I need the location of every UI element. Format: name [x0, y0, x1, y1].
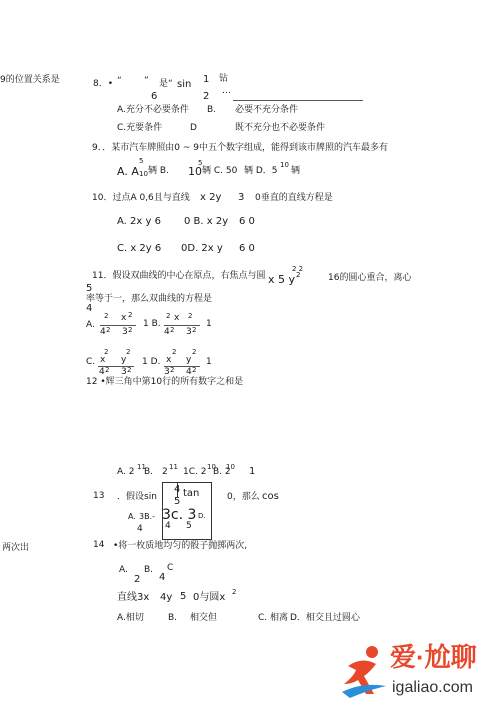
- q11-stem-c: 16的圆心重合，离心: [328, 273, 412, 283]
- q8-rule: [233, 100, 363, 101]
- q8-dots: …: [222, 86, 231, 96]
- q9-option-a-sub: 10: [139, 170, 148, 178]
- q8-quote-close: ”: [144, 76, 149, 86]
- q11-stem-sup-top: 2 2: [292, 265, 304, 273]
- q13-option-a: A.: [128, 512, 136, 521]
- q14-line-five: 5: [180, 591, 187, 602]
- q11-c-sup2: 2: [126, 348, 131, 356]
- q11-b-x: x: [174, 313, 180, 323]
- q11-b-den2: 3: [186, 327, 192, 337]
- q14-line-y: 4y: [160, 592, 173, 603]
- q9-option-a-unit: 辆 B.: [148, 166, 169, 176]
- q9-option-d-sup: 10: [280, 161, 289, 169]
- q11-a-den1: 4: [100, 327, 106, 337]
- margin-fragment-q14: 两次出: [2, 543, 30, 553]
- q14-option-a: A.: [119, 565, 128, 575]
- q12-option-d-sup: 10: [226, 463, 235, 471]
- q11-b-den1-sup: 2: [170, 326, 175, 334]
- q8-numerator: 1: [203, 74, 210, 85]
- q8-option-d-text: 既不充分也不必要条件: [235, 123, 326, 133]
- q11-a-den2-sup: 2: [128, 326, 133, 334]
- q13-option-a-four: 4: [137, 524, 143, 534]
- q10-option-a: A. 2x y 6: [117, 216, 161, 227]
- q14-option-b-text: 相交但: [190, 613, 218, 623]
- q9-sup-a: 5: [139, 157, 144, 165]
- q11-four: 4: [86, 303, 93, 314]
- q10-option-b: 0 B. x 2y: [184, 216, 229, 227]
- q11-d-den1: 3: [164, 367, 170, 377]
- q14-option-tangent: A.相切: [117, 613, 144, 623]
- q11-a-x: x: [121, 313, 127, 323]
- q8-six: 6: [151, 91, 158, 102]
- q11-c-y: y: [121, 355, 127, 365]
- q11-c-den1-sup: 2: [105, 366, 110, 374]
- watermark: [340, 638, 500, 706]
- q12-option-b-sup: 11: [169, 463, 178, 471]
- q9-option-b-sup: 5: [198, 159, 203, 167]
- q11-a-sup2: 2: [128, 311, 133, 319]
- q10-option-b-end: 6 0: [239, 216, 255, 227]
- q8-is: 是“: [159, 79, 173, 89]
- q11-option-c: C.: [86, 357, 96, 367]
- q13-four: 4: [174, 484, 181, 495]
- q13-zero-then: 0，那么: [227, 492, 260, 502]
- q14-circle-sup: 2: [232, 588, 237, 596]
- q10-option-d-end: 6 0: [239, 243, 255, 254]
- q13-option-d: D.: [198, 512, 206, 520]
- q8-option-a: A.充分不必要条件: [117, 105, 189, 115]
- runner-logo-icon: [340, 642, 390, 700]
- q11-d-sup2: 2: [192, 348, 197, 356]
- q13-tan: tan: [183, 488, 200, 499]
- q14-stem: •将一枚质地均匀的骰子抛掷两次,: [113, 541, 248, 551]
- q14-option-c: C. 相离: [258, 613, 289, 623]
- q11-d-den1-sup: 2: [170, 366, 175, 374]
- q14-two: 2: [134, 574, 141, 585]
- q14-option-b: B.: [144, 565, 154, 575]
- q13-cos: cos: [262, 491, 279, 502]
- q11-b-sup1: 2: [166, 312, 171, 320]
- q11-c-x: x: [100, 355, 106, 365]
- q12-option-c-sup: 10: [207, 463, 216, 471]
- q11-b-sup2: 2: [188, 312, 193, 320]
- q8-option-d: D: [190, 123, 197, 133]
- q11-b-den1: 4: [164, 327, 170, 337]
- q11-a-den2: 3: [122, 327, 128, 337]
- q11-b-one: 1: [206, 319, 212, 329]
- q8-label: 8．•: [93, 79, 114, 89]
- q11-d-den2: 4: [186, 367, 192, 377]
- q11-five: 5: [86, 283, 93, 294]
- q14-line-eq: 直线3x: [117, 592, 150, 603]
- margin-fragment-q8: 9的位置关系是: [0, 75, 60, 85]
- q11-d-y: y: [186, 355, 192, 365]
- q14-option-b-label: B.: [168, 613, 178, 623]
- q14-four: 4: [159, 572, 166, 583]
- q11-d-one: 1: [206, 357, 212, 367]
- q11-stem-d: 率等于一，那么双曲线的方程是: [86, 294, 213, 304]
- q12-option-b: B.: [144, 467, 154, 477]
- q13-four-b: 4: [165, 521, 171, 531]
- q10-option-c: C. x 2y 6: [117, 243, 162, 254]
- q11-d-x: x: [166, 355, 172, 365]
- q8-char: 钻: [219, 74, 229, 84]
- watermark-url: igaliao.com: [392, 679, 473, 696]
- q11-c-sup1: 2: [104, 348, 109, 356]
- q12-option-d: B. 2: [213, 467, 231, 477]
- q9-stem: 9．．某市汽车牌照由0 ~ 9中五个数字组成，能得到该市牌照的汽车最多有: [92, 143, 388, 153]
- q9-option-b-unit: 辆 C. 50: [202, 166, 238, 176]
- q10-stem-c: 3: [238, 192, 245, 203]
- q11-c-one: 1 D.: [142, 357, 161, 367]
- q13-label: 13: [93, 491, 105, 501]
- q8-option-b-text: 必要不充分条件: [235, 105, 299, 115]
- q11-c-den1: 4: [99, 367, 105, 377]
- q9-option-c-unit: 辆 D．5: [244, 166, 278, 176]
- q11-option-a: A.: [86, 320, 95, 330]
- q11-d-den2-sup: 2: [192, 366, 197, 374]
- q10-stem-a: 10．过点A 0,6且与直线: [92, 193, 190, 203]
- q12-option-a-sup: 11: [137, 463, 146, 471]
- q8-sin: sin: [177, 79, 192, 90]
- q11-stem-b: x 5 y: [268, 273, 296, 286]
- q11-a-sup1: 2: [104, 312, 109, 320]
- watermark-brand: 爱·尬聊: [390, 642, 477, 672]
- q11-c-den2-sup: 2: [127, 366, 132, 374]
- q10-stem-d: 0垂直的直线方程是: [255, 193, 333, 203]
- q12-option-a: A. 2: [117, 467, 135, 477]
- q13-five-b: 5: [186, 521, 192, 531]
- q13-option-a-val: 3B.-: [139, 512, 156, 521]
- q12-option-c: 1C. 2: [183, 467, 207, 477]
- q9-option-d-unit: 辆: [291, 166, 301, 176]
- q10-stem-b: x 2y: [200, 192, 222, 203]
- q13-option-c: 3c. 3: [162, 507, 197, 523]
- q11-stem-a: 11．假设双曲线的中心在原点，右焦点与圆: [92, 271, 266, 281]
- q11-b-den2-sup: 2: [192, 326, 197, 334]
- q14-option-d: D．相交且过圆心: [290, 613, 360, 623]
- q14-label: 14: [93, 540, 105, 550]
- q10-option-d: 0D. 2x y: [181, 243, 223, 254]
- q8-quote-open: “: [117, 76, 122, 86]
- q11-a-den1-sup: 2: [106, 326, 111, 334]
- q8-two: 2: [203, 91, 210, 102]
- q9-option-b-base: 10: [188, 165, 202, 178]
- q12-option-b-val: 2: [162, 467, 168, 477]
- q12-one: 1: [249, 466, 256, 477]
- q13-five: 5: [174, 496, 181, 507]
- q8-option-c: C.充要条件: [117, 123, 163, 133]
- q9-option-a: A. A: [117, 165, 139, 178]
- q14-option-c: C: [167, 563, 174, 573]
- q14-circle: 0与圆x: [193, 592, 226, 603]
- q12-stem: 12 •辉三角中第10行的所有数字之和是: [86, 377, 244, 387]
- q13-stem: ．假设sin: [117, 492, 157, 502]
- q11-a-one: 1 B.: [143, 319, 161, 329]
- q11-c-den2: 3: [121, 367, 127, 377]
- q11-d-sup1: 2: [172, 348, 177, 356]
- q8-option-b: B.: [207, 105, 217, 115]
- q11-stem-sup: 2: [296, 271, 301, 279]
